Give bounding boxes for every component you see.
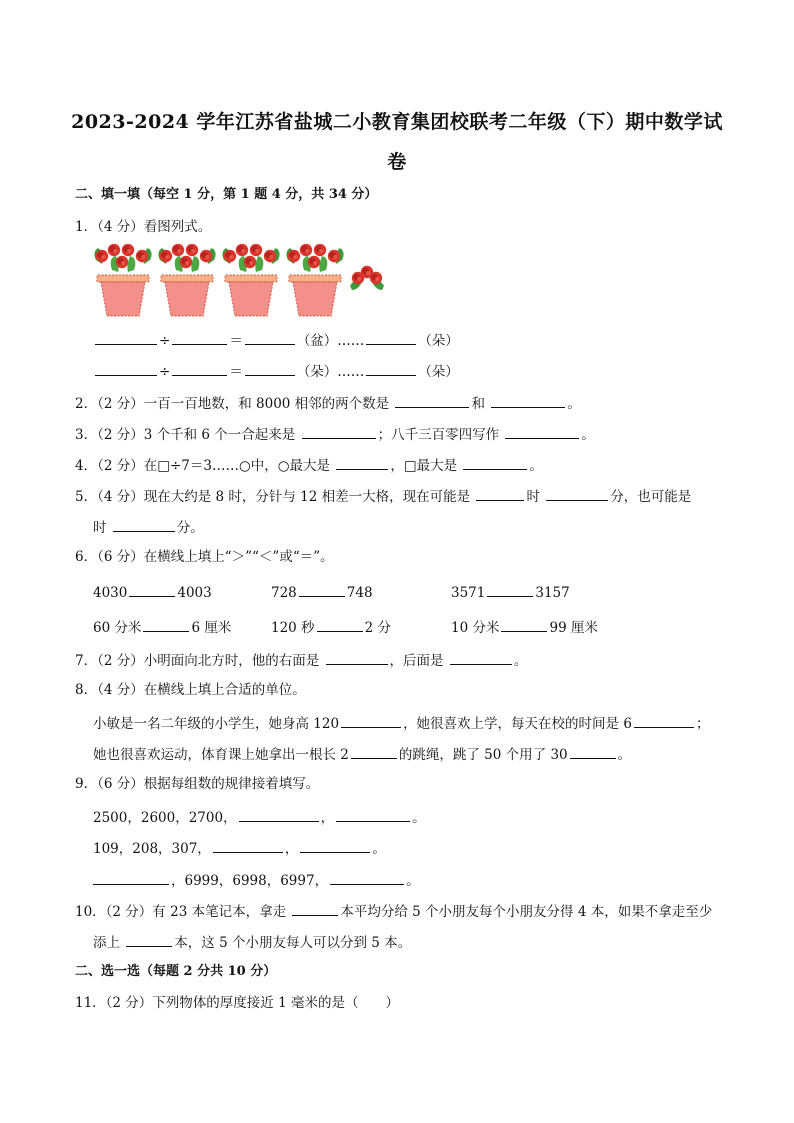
q3-blank1[interactable] [302, 424, 376, 439]
q1-r1-blank4[interactable] [366, 330, 416, 345]
q2-stem: 2．（2 分）一百一百地数，和 8000 相邻的两个数是 [75, 396, 390, 412]
q8-stem: 8．（4 分）在横线上填上合适的单位。 [75, 682, 306, 698]
q9-stem: 9．（6 分）根据每组数的规律接着填写。 [75, 776, 320, 792]
q6-a-right: 4003 [177, 585, 212, 601]
q4-end: 。 [529, 458, 543, 474]
q8-blank1[interactable] [341, 713, 401, 728]
q6-d-blank[interactable] [143, 617, 189, 632]
q9-seq2 [93, 838, 386, 858]
q5-line2-fen: 分。 [176, 520, 204, 536]
q8-l2b: 的跳绳，跳了 50 个用了 30 [398, 747, 568, 763]
q7-stem: 7．（2 分）小明面向北方时，他的右面是 [75, 653, 320, 669]
flower-pots-svg [92, 244, 402, 324]
q7-blank1[interactable] [326, 650, 388, 665]
q8-line2 [93, 744, 631, 764]
flower-pot-1 [94, 244, 151, 316]
q6-f-blank[interactable] [501, 617, 547, 632]
q9-seq3 [93, 870, 420, 890]
q6-d [93, 617, 231, 637]
q9-seq1 [93, 807, 426, 827]
q6-e [271, 617, 391, 637]
q1-row2 [93, 361, 459, 381]
q8-l1a: 小敏是一名二年级的小学生，她身高 120 [93, 716, 340, 732]
q1-r2-div: ÷ [159, 364, 171, 380]
q4-mid: ，□最大是 [390, 458, 458, 474]
q2-blank1[interactable] [395, 393, 469, 408]
flower-pot-4 [286, 244, 343, 316]
q10-stem: 10．（2 分）有 23 本笔记本，拿走 [75, 904, 287, 920]
q9-s2-blank2[interactable] [300, 838, 370, 853]
q6-stem: 6．（6 分）在横线上填上“＞”“＜”或“＝”。 [75, 549, 334, 565]
q1-r2-unit1: （朵）…… [296, 364, 365, 380]
q5-line1 [75, 486, 691, 506]
q6-e-left: 120 秒 [271, 620, 315, 636]
q8-line1 [93, 713, 709, 733]
q9-s2-end: 。 [372, 841, 386, 857]
q1-r1-eq: ＝ [229, 333, 243, 349]
q9-s3-blank1[interactable] [93, 870, 169, 885]
q9-s1-end: 。 [412, 810, 426, 826]
q6-a [93, 582, 212, 602]
q1-stem: 1．（4 分）看图列式。 [75, 219, 212, 235]
exam-title-line1: 2023-2024 学年江苏省盐城二小教育集团校联考二年级（下）期中数学试 [71, 111, 723, 133]
q9-s3-blank2[interactable] [330, 870, 404, 885]
q1-r1-div: ÷ [159, 333, 171, 349]
q6-b-right: 748 [346, 585, 373, 601]
q1-r2-unit2: （朵） [418, 364, 459, 380]
q8-l1b: ，她很喜欢上学，每天在校的时间是 6 [403, 716, 632, 732]
q7-end: 。 [513, 653, 528, 669]
q6-a-left: 4030 [93, 585, 128, 601]
q6-b-blank[interactable] [299, 582, 345, 597]
q5-fen-maybe: 分，也可能是 [610, 489, 692, 505]
flower-pot-3 [222, 244, 279, 316]
q11-stem: 11．（2 分）下列物体的厚度接近 1 毫米的是（ ） [75, 995, 399, 1011]
q3-stem: 3．（2 分）3 个千和 6 个一合起来是 [75, 427, 296, 443]
q8-l1c: ； [695, 716, 710, 732]
q4-blank2[interactable] [463, 455, 527, 470]
flower-pots-image [92, 244, 402, 324]
q1-r2-blank2[interactable] [172, 361, 227, 376]
q10-blank1[interactable] [292, 901, 338, 916]
q10-l2b: 本，这 5 个小朋友每人可以分到 5 本。 [174, 935, 412, 951]
q8-blank2[interactable] [634, 713, 694, 728]
q1-r2-blank1[interactable] [95, 361, 157, 376]
q6-b [271, 582, 373, 602]
q10-blank2[interactable] [126, 932, 172, 947]
q6-c-blank[interactable] [487, 582, 533, 597]
q9-s1-comma: ， [320, 810, 335, 826]
section1-heading: 二、填一填（每空 1 分，第 1 题 4 分，共 34 分） [75, 187, 378, 202]
q8-blank4[interactable] [570, 744, 616, 759]
q6-d-right: 6 厘米 [191, 620, 232, 636]
q8-blank3[interactable] [351, 744, 397, 759]
q10-line1 [75, 901, 712, 921]
q2-and: 和 [471, 396, 485, 412]
q6-e-blank[interactable] [317, 617, 363, 632]
flower-pot-2 [158, 244, 215, 316]
q3-blank2[interactable] [505, 424, 579, 439]
q6-d-left: 60 分米 [93, 620, 142, 636]
q9-s2-blank1[interactable] [213, 838, 283, 853]
q8-l2a: 她也很喜欢运动，体育课上她拿出一根长 2 [93, 747, 349, 763]
q7-mid: ，后面是 [389, 653, 444, 669]
q10-line2 [93, 932, 411, 952]
q4-blank1[interactable] [336, 455, 388, 470]
q1-r2-blank4[interactable] [366, 361, 416, 376]
q5-blank1[interactable] [476, 486, 524, 501]
q3-mid: ；八千三百零四写作 [377, 427, 500, 443]
q5-shi: 时 [526, 489, 540, 505]
q5-line2-shi: 时 [93, 520, 107, 536]
q9-s1-blank2[interactable] [336, 807, 410, 822]
q5-blank2[interactable] [546, 486, 608, 501]
q2-end: 。 [567, 396, 581, 412]
q6-f-left: 10 分米 [451, 620, 500, 636]
q5-line2 [93, 517, 204, 537]
q9-s2-comma: ， [284, 841, 299, 857]
q1-r1-unit1: （盆）…… [296, 333, 365, 349]
q6-c [451, 582, 570, 602]
q9-s2: 109，208，307， [93, 841, 211, 857]
q8-l2c: 。 [617, 747, 632, 763]
q1-r1-unit2: （朵） [418, 333, 459, 349]
loose-flowers [350, 266, 384, 290]
q1-row1 [93, 330, 459, 350]
q5-blank3[interactable] [113, 517, 175, 532]
q9-s1-blank1[interactable] [239, 807, 319, 822]
section2-heading: 二、选一选（每题 2 分共 10 分） [75, 964, 277, 979]
q9-s3: ，6999，6998，6997， [171, 873, 329, 889]
q3-line [75, 424, 595, 444]
q9-s1: 2500，2600，2700， [93, 810, 237, 826]
q10-l2a: 添上 [93, 935, 120, 951]
q4-line [75, 455, 543, 475]
q7-blank2[interactable] [450, 650, 512, 665]
q6-a-blank[interactable] [129, 582, 175, 597]
q2-blank2[interactable] [491, 393, 565, 408]
q10-mid: 本平均分给 5 个小朋友每个小朋友分得 4 本，如果不拿走至少 [340, 904, 713, 920]
q6-c-right: 3157 [535, 585, 570, 601]
q4-stem: 4．（2 分）在□÷7＝3……○中，○最大是 [75, 458, 331, 474]
q1-r2-blank3[interactable] [245, 361, 295, 376]
exam-title-line2: 卷 [387, 151, 407, 173]
q6-b-left: 728 [271, 585, 297, 601]
q6-e-right: 2 分 [364, 620, 391, 636]
q1-r1-blank3[interactable] [245, 330, 295, 345]
q6-c-left: 3571 [451, 585, 486, 601]
q1-r1-blank2[interactable] [172, 330, 227, 345]
q6-f-right: 99 厘米 [549, 620, 598, 636]
q6-f [451, 617, 598, 637]
q5-stem: 5．（4 分）现在大约是 8 时，分针与 12 相差一大格，现在可能是 [75, 489, 471, 505]
q1-r2-eq: ＝ [229, 364, 243, 380]
q1-r1-blank1[interactable] [95, 330, 157, 345]
q3-end: 。 [581, 427, 595, 443]
q2-line [75, 393, 581, 413]
q9-s3-end: 。 [406, 873, 420, 889]
q7-line [75, 650, 527, 670]
